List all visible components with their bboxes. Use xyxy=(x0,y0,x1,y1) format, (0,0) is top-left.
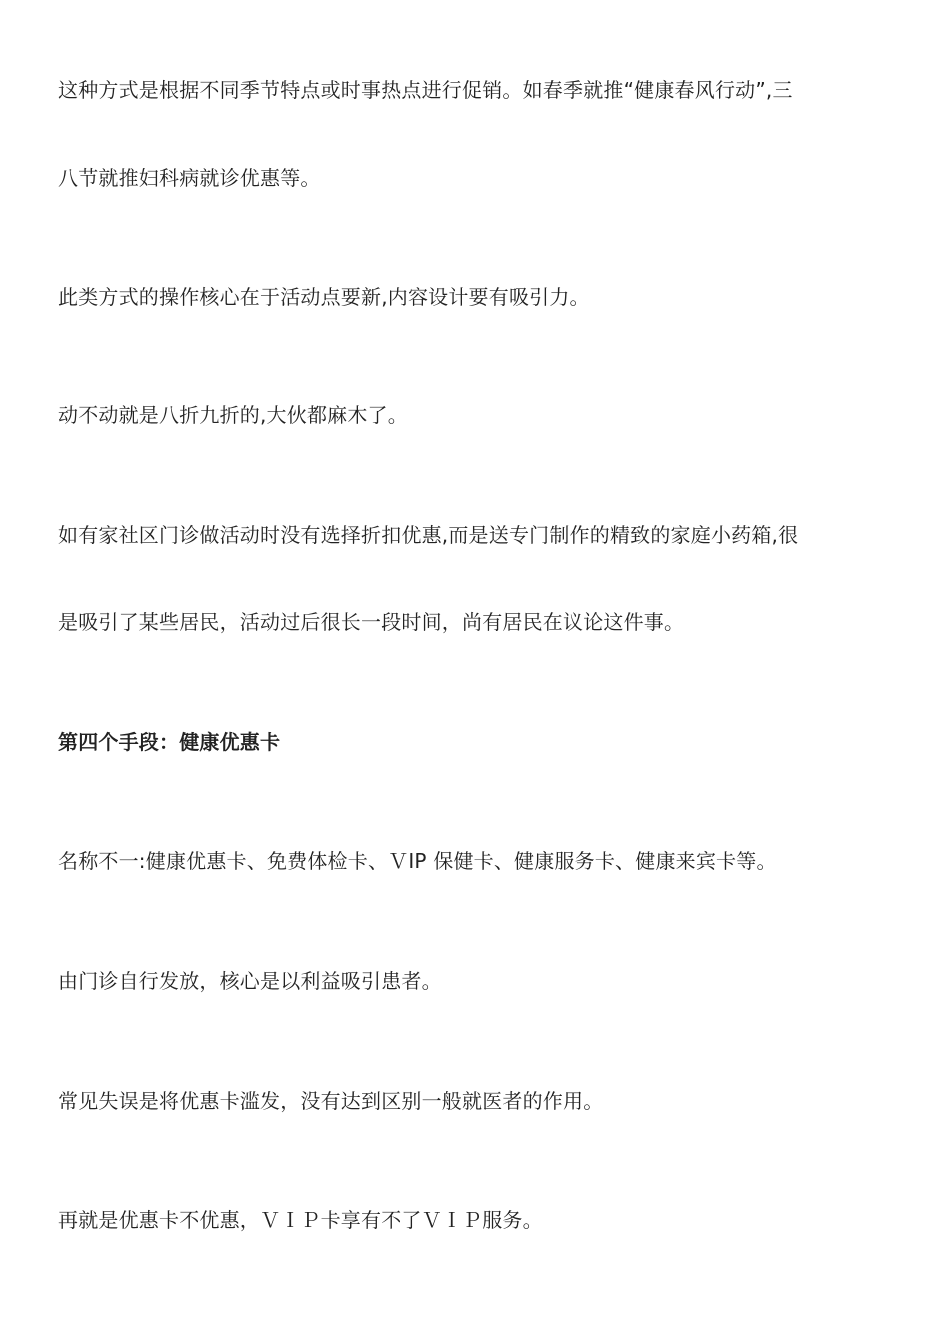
paragraph-2: 此类方式的操作核心在于活动点要新,内容设计要有吸引力。 xyxy=(58,285,590,309)
paragraph-4-line-2: 是吸引了某些居民，活动过后很长一段时间，尚有居民在议论这件事。 xyxy=(58,610,685,634)
paragraph-1-line-1: 这种方式是根据不同季节特点或时事热点进行促销。如春季就推“健康春风行动”,三 xyxy=(58,78,793,102)
paragraph-4-line-1: 如有家社区门诊做活动时没有选择折扣优惠,而是送专门制作的精致的家庭小药箱,很 xyxy=(58,523,799,547)
paragraph-7: 常见失误是将优惠卡滥发，没有达到区别一般就医者的作用。 xyxy=(58,1089,604,1113)
paragraph-1-line-2: 八节就推妇科病就诊优惠等。 xyxy=(58,166,321,190)
section-heading: 第四个手段：健康优惠卡 xyxy=(58,730,281,754)
paragraph-8: 再就是优惠卡不优惠，ＶＩＰ卡享有不了ＶＩＰ服务。 xyxy=(58,1208,543,1232)
paragraph-5: 名称不一:健康优惠卡、免费体检卡、ＶIP 保健卡、健康服务卡、健康来宾卡等。 xyxy=(58,849,777,873)
paragraph-6: 由门诊自行发放，核心是以利益吸引患者。 xyxy=(58,969,442,993)
paragraph-3: 动不动就是八折九折的,大伙都麻木了。 xyxy=(58,403,408,427)
